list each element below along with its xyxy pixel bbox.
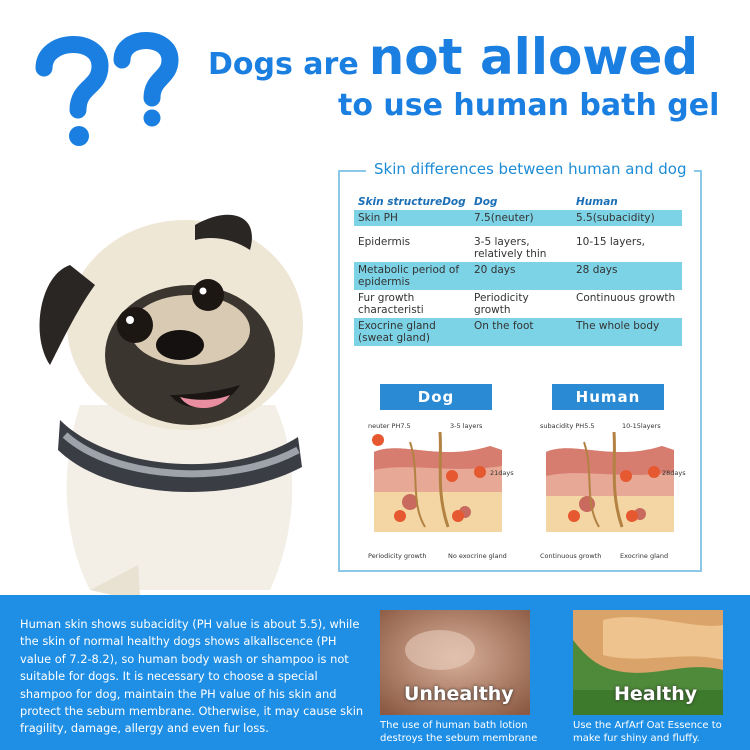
table-cell: 5.5(subacidity) [572,210,682,226]
comparison-title: Skin differences between human and dog [366,160,694,178]
human-growth-note: Continuous growth [540,552,602,560]
headline-line-1 [208,28,698,86]
unhealthy-caption-2: destroys the sebum membrane [380,733,538,744]
table-row [354,226,682,262]
dog-skin-section-image [370,432,510,547]
headline-prefix: Dogs are [208,47,359,82]
table-header-cell: Dog [474,196,498,208]
healthy-label: Healthy [614,683,698,705]
table-cell: 20 days [470,262,572,290]
table-cell: Metabolic period of epidermis [354,262,470,290]
table-row [354,290,682,318]
skin-comparison-table [354,194,682,346]
human-ph-note: subacidity PH5.5 [540,422,595,430]
table-row [354,210,682,226]
table-cell: On the foot [470,318,572,346]
human-days-note: 28days [662,469,686,477]
headline-line-2: to use human bath gel [338,88,720,123]
table-cell: Epidermis [358,236,411,248]
unhealthy-label: Unhealthy [404,683,514,705]
healthy-caption-2: make fur shiny and fluffy. [573,733,700,744]
unhealthy-caption-1: The use of human bath lotion [380,720,528,731]
dog-gland-note: No exocrine gland [448,552,507,560]
headline-emphasis: not allowed [368,28,699,86]
table-cell: Continuous growth [576,292,676,304]
human-gland-note: Exocrine gland [620,552,669,560]
dog-label: Dog [380,384,492,410]
human-label: Human [552,384,664,410]
table-cell: Periodicity growth [474,292,529,316]
dog-ph-note: neuter PH7.5 [368,422,411,430]
table-cell: 7.5(neuter) [470,210,572,226]
table-cell: 28 days [572,262,682,290]
dog-growth-note: Periodicity growth [368,552,427,560]
pug-dog-image [20,205,340,595]
table-cell: Fur growth characteristi [358,292,424,316]
table-header-cell: Skin structureDog [358,196,466,208]
table-cell: 3-5 layers, relatively thin [474,236,547,260]
table-cell: 10-15 layers, [576,236,645,248]
table-cell: Exocrine gland (sweat gland) [354,318,470,346]
table-row [354,318,682,346]
human-skin-section-image [542,432,682,547]
healthy-caption-1: Use the ArfArf Oat Essence to [573,720,722,731]
table-header-cell: Human [576,196,618,208]
question-marks-icon [22,18,182,148]
table-header-row [354,194,682,210]
table-row [354,262,682,290]
footer-body-text: Human skin shows subacidity (PH value is about 5.5), while the skin of normal healthy dogs shows alkallscence (PH value of 7.2-8.2), so human body wash or shampoo is not suitable for dogs. It is necessary to choose a special shampoo for dog, maintain the PH value of his skin and protect the sebum membrane. Otherwise, it may cause skin fragility, damage, allergy and even fur loss. [20,617,364,736]
dog-layers-note: 3-5 layers [450,422,483,430]
human-skin-diagram [536,384,686,564]
human-layers-note: 10-15layers [622,422,661,430]
dog-days-note: 21days [490,469,514,477]
table-cell: Skin PH [354,210,470,226]
dog-skin-diagram [364,384,514,564]
table-cell: The whole body [572,318,682,346]
panel-border-left [338,170,366,172]
